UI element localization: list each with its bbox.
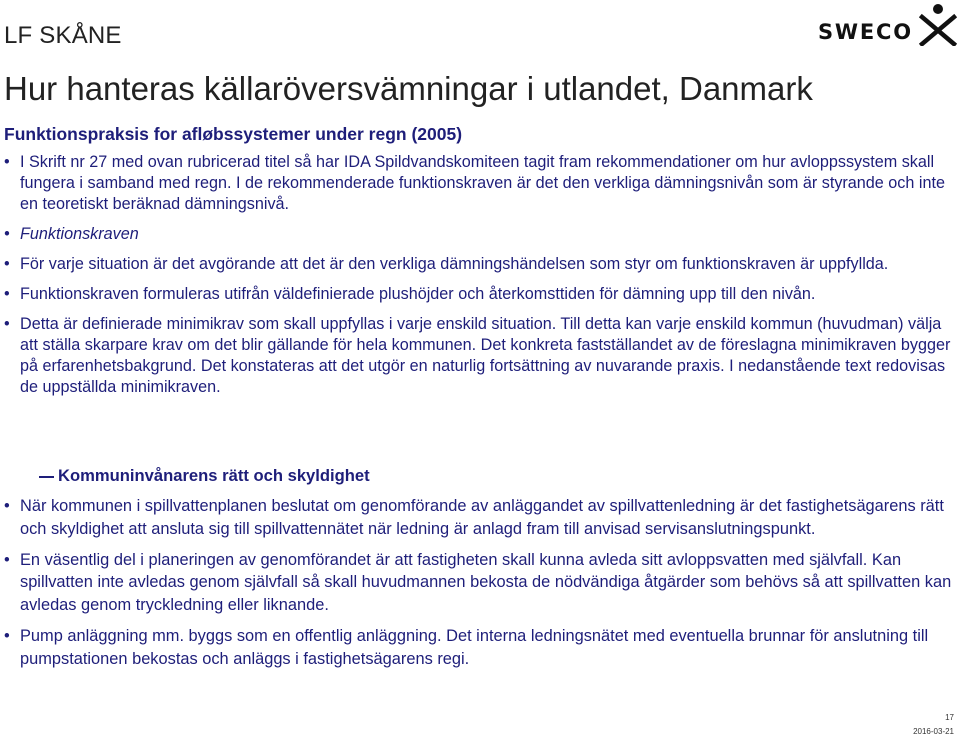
page-title: Hur hanteras källaröversvämningar i utlandet, Danmark (4, 70, 813, 107)
list-item: • En väsentlig del i planeringen av genomförandet är att fastigheten skall kunna avleda sitt avloppsvatten med självfall. Kan spillvatten inte avledas genom självfall så skall huvudmannen bekosta de nödvändiga åtgärder som behövs så att spillvatten kan avledas genom tryckledning eller liknande. (0, 549, 960, 617)
list-item: • Funktionskraven (0, 224, 960, 245)
header-label: LF SKÅNE (4, 22, 122, 49)
section-heading: Kommuninvånarens rätt och skyldighet (58, 466, 370, 485)
sweco-figure-icon (919, 2, 957, 46)
sweco-logo (818, 2, 960, 48)
bullet-list-1 (0, 152, 960, 398)
list-item: • Pump anläggning mm. byggs som en offentlig anläggning. Det interna ledningsnätet med eventuella brunnar för anslutning till pumpstationen bekostas och anläggs i fastighetsägarens regi. (0, 625, 960, 671)
list-item: • I Skrift nr 27 med ovan rubricerad titel så har IDA Spildvandskomiteen tagit fram rekommendationer om hur avloppssystem skall fungera i samband med regn. I de rekommenderade funktionskraven är det den verkliga dämningsnivån som är styrande och inte en teoretiskt beräknad dämningsnivå. (0, 152, 960, 215)
list-item: • För varje situation är det avgörande att det är den verkliga dämningshändelsen som styr om funktionskraven är uppfyllda. (0, 254, 960, 275)
bullet-list-2 (0, 495, 960, 671)
page-number: 17 (945, 713, 954, 722)
list-item: • När kommunen i spillvattenplanen beslutat om genomförande av anläggandet av spillvattenledning är det fastighetsägarens rätt och skyldighet att ansluta sig till spillvattennätet när ledning är anlagd fram till anvisad servisanslutningspunkt. (0, 495, 960, 541)
subtitle: Funktionspraksis for afløbssystemer under regn (2005) (4, 124, 463, 144)
dash-icon (39, 476, 54, 478)
list-item: • Detta är definierade minimikrav som skall uppfyllas i varje enskild situation. Till detta kan varje enskild kommun (huvudman) välja att ställa skarpare krav om det blir gällande för hela kommunen. Det konkreta fastställandet av de föreslagna minimikraven bygger på erfarenhetsbakgrund. Det konstateras att det utgör en naturlig fortsättning av nuvarande praxis. I nedanstående text redovisas de uppställda minimikraven. (0, 314, 960, 398)
logo-text: SWECO (818, 20, 913, 44)
list-item: • Funktionskraven formuleras utifrån väldefinierade plushöjder och återkomsttiden för dämning upp till den nivån. (0, 284, 960, 305)
footer-date: 2016-03-21 (913, 727, 954, 736)
